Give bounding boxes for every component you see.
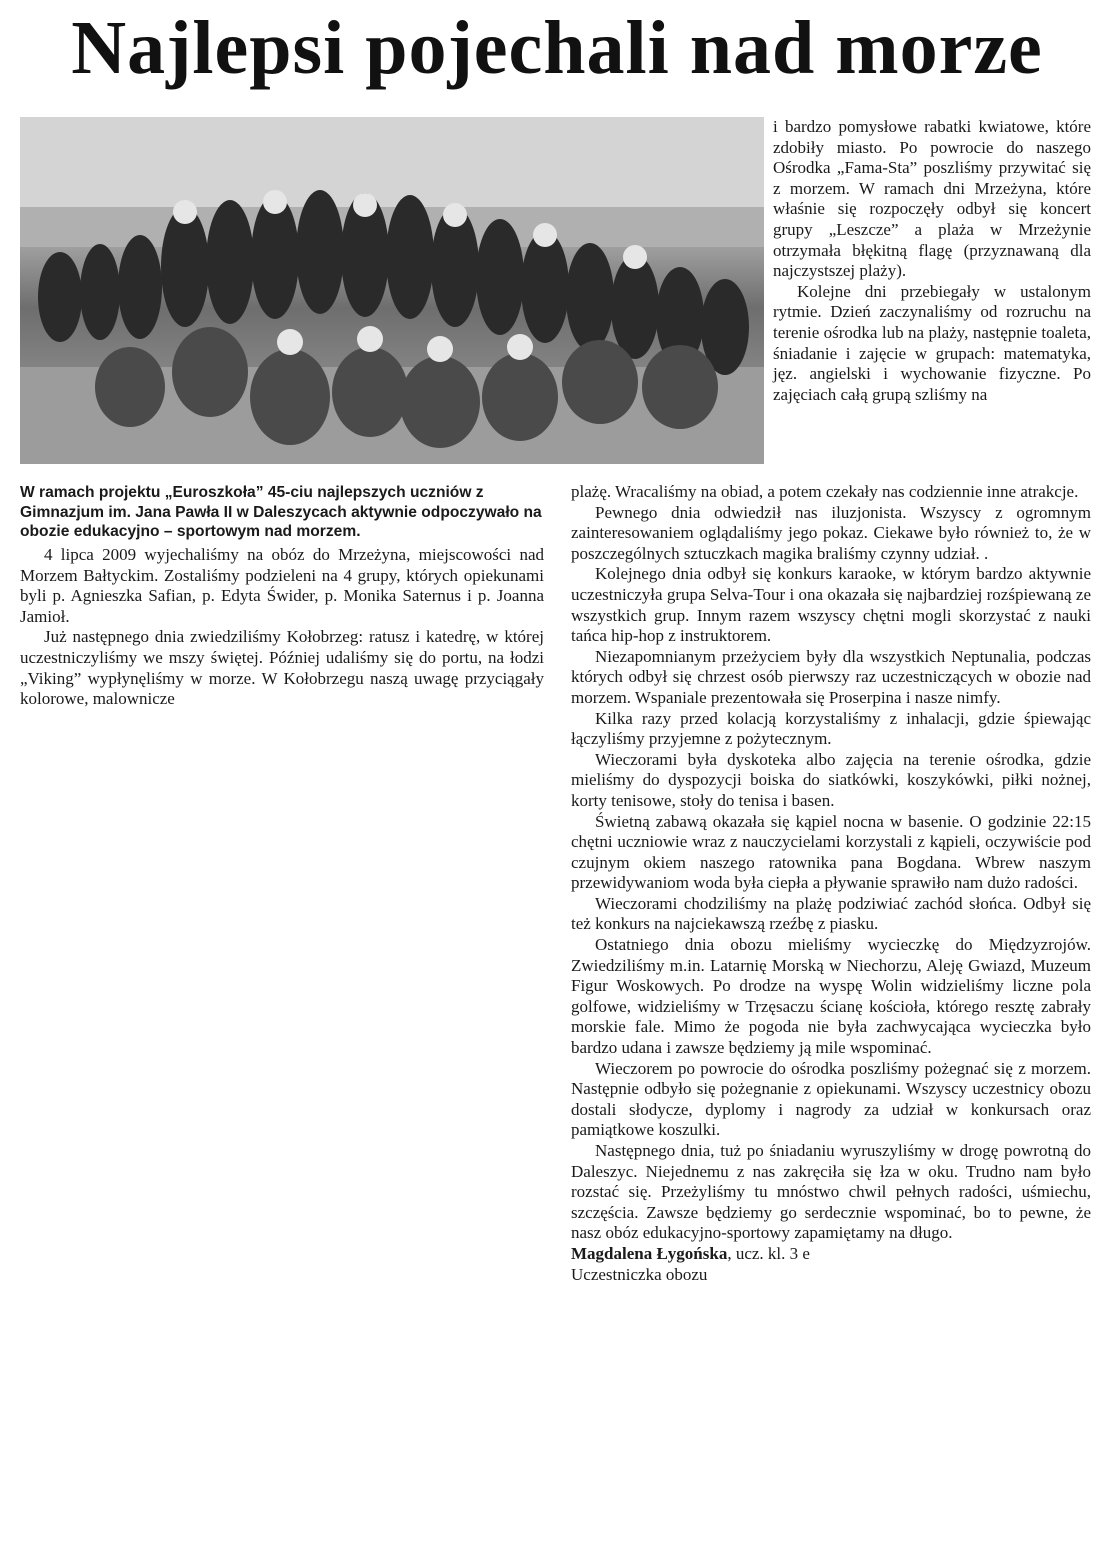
- right-column: [571, 482, 1091, 1285]
- paragraph: 4 lipca 2009 wyjechaliśmy na obóz do Mrzeżyna, miejscowości nad Morzem Bałtyckim. Zostaliśmy podzieleni na 4 grupy, których opiekunami byli p. Agnieszka Safian, p. Edyta Świder, p. Monika Saternus i p. Joanna Jamioł.: [20, 545, 544, 626]
- paragraph: Ostatniego dnia obozu mieliśmy wycieczkę do Międzyzrojów. Zwiedziliśmy m.in. Latarnię Morską w Niechorzu, Aleję Gwiazd, Muzeum Figur Woskowych. Po drodze na wyspę Wolin widzieliśmy liczne pola golfowe, widzieliśmy w Trzęsaczu ścianę kościoła, którego resztę zabrały morskie fale. Mimo że pogoda nie była zachwycająca wycieczka było bardzo udana i zawsze będziemy ją mile wspominać.: [571, 935, 1091, 1058]
- left-column: [20, 545, 544, 710]
- paragraph: Kilka razy przed kolacją korzystaliśmy z inhalacji, gdzie śpiewając łączyliśmy przyjemne z pożytecznym.: [571, 708, 1091, 749]
- paragraph: Już następnego dnia zwiedziliśmy Kołobrzeg: ratusz i katedrę, w której uczestniczyliśmy we mszy świętej. Później udaliśmy się do portu, na łodzi „Viking” wypłynęliśmy w morze. W Kołobrzegu naszą uwagę przyciągały kolorowe, malownicze: [20, 627, 544, 709]
- author-class: , ucz. kl. 3 e: [727, 1243, 810, 1263]
- author-name: Magdalena Łygońska: [571, 1243, 728, 1263]
- right-top-column: [773, 117, 1091, 405]
- headline: Najlepsi pojechali nad morze: [71, 6, 1043, 90]
- lead-paragraph: W ramach projektu „Euroszkoła” 45-ciu najlepszych uczniów z Gimnazjum im. Jana Pawła II w Daleszycach aktywnie odpoczywało na obozie edukacyjno – sportowym nad morzem.: [20, 484, 542, 540]
- paragraph: Następnego dnia, tuż po śniadaniu wyruszyliśmy w drogę powrotną do Daleszyc. Niejednemu z nas zakręciła się łza w oku. Trudno nam było rozstać się. Przeżyliśmy tu mnóstwo chwil pełnych radości, uśmiechu, szczęścia. Zawsze będziemy go serdecznie wspominać, bo to pewne, że nasz obóz edukacyjno-sportowy zapamiętamy na długo.: [571, 1141, 1091, 1243]
- group-photo-icon: [20, 117, 764, 464]
- paragraph: plażę. Wracaliśmy na obiad, a potem czekały nas codziennie inne atrakcje.: [571, 482, 1079, 501]
- paragraph: Wieczorem po powrocie do ośrodka poszliśmy pożegnać się z morzem. Następnie odbyło się pożegnanie z opiekunami. Wszyscy uczestnicy obozu dostali słodycze, dyplomy i nagrody za udział w konkursach oraz pamiątkowe koszulki.: [571, 1058, 1091, 1140]
- paragraph: Pewnego dnia odwiedził nas iluzjonista. Wszyscy z ogromnym zainteresowaniem oglądaliśmy jego pokaz. Ciekawe było również to, że w poszczególnych sztuczkach magika braliśmy czynny udział. .: [571, 502, 1091, 563]
- paragraph: Kolejne dni przebiegały w ustalonym rytmie. Dzień zaczynaliśmy od rozruchu na terenie ośrodka lub na plaży, następnie toaleta, śniadanie i zajęcie w grupach: matematyka, jęz. angielski i wychowanie fizyczne. Po zajęciach całą grupą szliśmy na: [773, 281, 1091, 404]
- paragraph: i bardzo pomysłowe rabatki kwiatowe, które zdobiły miasto. Po powrocie do naszego Ośrodka „Fama-Sta” poszliśmy przywitać się z morzem. W ramach dni Mrzeżyna, które właśnie się rozpoczęły odbył się koncert grupy „Leszcze” a plaża w Mrzeżynie otrzymała błękitną flagę (przyznawaną dla najczystszej plaży).: [773, 117, 1091, 281]
- paragraph: Kolejnego dnia odbył się konkurs karaoke, w którym bardzo aktywnie uczestniczyła grupa Selva-Tour i ona okazała się najbardziej rozśpiewaną ze wszystkich grup. Innym razem wszyscy chętni mogli skorzystać z nauki tańca hip-hop z instruktorem.: [571, 564, 1091, 646]
- paragraph: Wieczorami chodziliśmy na plażę podziwiać zachód słońca. Odbył się też konkurs na najciekawszą rzeźbę z piasku.: [571, 893, 1091, 934]
- signature-line: [571, 1244, 1091, 1265]
- author-role: Uczestniczka obozu: [571, 1264, 708, 1284]
- paragraph: Świetną zabawą okazała się kąpiel nocna w basenie. O godzinie 22:15 chętni uczniowie wraz z nauczycielami korzystali z kąpieli, oczywiście pod czujnym okiem naszego ratownika pana Bogdana. Wbrew naszym przewidywaniom woda była ciepła a pływanie sprawiło nam dużo radości.: [571, 811, 1091, 893]
- paragraph: Wieczorami była dyskoteka albo zajęcia na terenie ośrodka, gdzie mieliśmy do dyspozycji boiska do siatkówki, koszykówki, piłki nożnej, korty tenisowe, stoły do tenisa i basen.: [571, 749, 1091, 810]
- paragraph: Niezapomnianym przeżyciem były dla wszystkich Neptunalia, podczas których odbył się chrzest osób pierwszy raz uczestniczących w obozie nad morzem. Wspaniale prezentowała się Proserpina i nasze nimfy.: [571, 646, 1091, 707]
